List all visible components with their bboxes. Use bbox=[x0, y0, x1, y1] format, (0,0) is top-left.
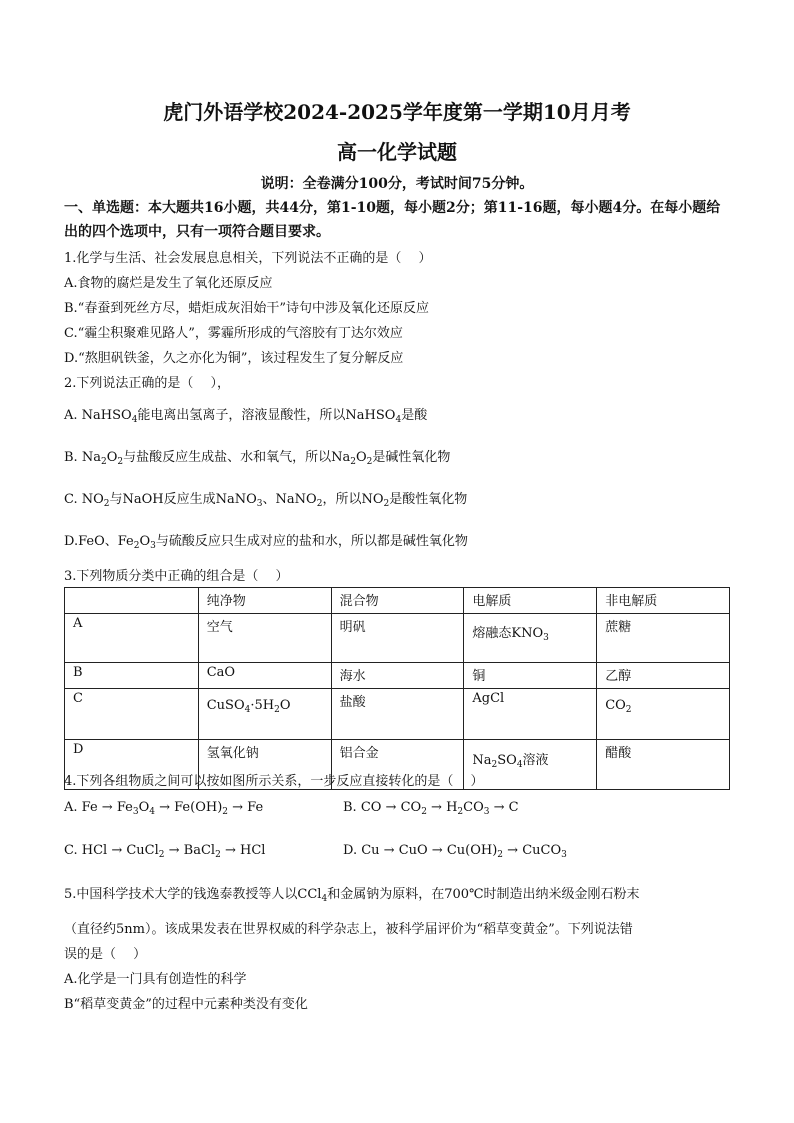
exam-title: 虎门外语学校2024-2025学年度第一学期10月月考 bbox=[163, 100, 631, 124]
table-cell: $CuSO_4\cdot 5H_2O$ bbox=[198, 689, 331, 740]
table-cell: 蔗糖 bbox=[597, 614, 730, 663]
table-cell: 盐酸 bbox=[331, 689, 464, 740]
q5-stem-line-2: （直径约5nm）。该成果发表在世界权威的科学杂志上，被科学届评价为“稻草变黄金”。下列说法错 bbox=[64, 922, 633, 937]
q5-stem-line-3: 误的是（ ） bbox=[64, 947, 147, 962]
q1-option-b: B.“春蚕到死丝方尽，蜡炬成灰泪始干”诗句中涉及氧化还原反应 bbox=[64, 301, 429, 316]
table-header-cell: 纯净物 bbox=[198, 588, 331, 614]
table-row bbox=[65, 663, 730, 689]
table-cell: 空气 bbox=[198, 614, 331, 663]
table-cell: 乙醇 bbox=[597, 663, 730, 689]
q1-option-a: A.食物的腐烂是发生了氧化还原反应 bbox=[64, 276, 273, 291]
table-row bbox=[65, 689, 730, 740]
exam-subtitle: 高一化学试题 bbox=[337, 140, 457, 164]
table-cell: B bbox=[65, 663, 199, 689]
q4-option-c: C. HCl → CuCl$_2$ → BaCl$_2$ → HCl bbox=[64, 843, 266, 860]
q2-option-c: C. $NO_2$与NaOH反应生成NaNO$_3$、NaNO$_2$，所以$NO_2$是酸性氧化物 bbox=[64, 492, 468, 509]
table-cell: CaO bbox=[198, 663, 331, 689]
q3-stem: 3.下列物质分类中正确的组合是（ ） bbox=[64, 569, 289, 584]
q1-option-d: D.“熬胆矾铁釜，久之亦化为铜”，该过程发生了复分解反应 bbox=[64, 351, 404, 366]
q1-option-c: C.“霾尘积聚难见路人”，雾霾所形成的气溶胶有丁达尔效应 bbox=[64, 326, 403, 341]
table-header-row bbox=[65, 588, 730, 614]
q2-option-b: B. $Na_2O_2$与盐酸反应生成盐、水和氧气，所以$Na_2O_2$是碱性氧化物 bbox=[64, 450, 451, 467]
table-header-cell: 电解质 bbox=[464, 588, 597, 614]
q4-stem: 4.下列各组物质之间可以按如图所示关系，一步反应直接转化的是（ ） bbox=[64, 774, 484, 789]
q5-stem-line-1: 5.中国科学技术大学的钱逸泰教授等人以CCl$_4$和金属钠为原料，在700℃时制造出纳米级金刚石粉末 bbox=[64, 887, 640, 904]
q5-option-b: B“稻草变黄金”的过程中元素种类没有变化 bbox=[64, 997, 308, 1012]
table-cell: C bbox=[65, 689, 199, 740]
table-cell: $Na_2SO_4$溶液 bbox=[464, 740, 597, 790]
table-cell: 明矾 bbox=[331, 614, 464, 663]
table-cell: 铜 bbox=[464, 663, 597, 689]
table-cell: AgCl bbox=[464, 689, 597, 740]
table-header-cell bbox=[65, 588, 199, 614]
q2-option-d: D.FeO、$Fe_2O_3$与硫酸反应只生成对应的盐和水，所以都是碱性氧化物 bbox=[64, 534, 468, 551]
q1-stem: 1.化学与生活、社会发展息息相关，下列说法不正确的是（ ） bbox=[64, 251, 432, 266]
table-header-cell: 混合物 bbox=[331, 588, 464, 614]
table-header-cell: 非电解质 bbox=[597, 588, 730, 614]
q3-table bbox=[64, 587, 730, 790]
exam-note: 说明：全卷满分100分，考试时间75分钟。 bbox=[260, 176, 534, 192]
section-heading: 一、单选题：本大题共16小题，共44分，第1-10题，每小题2分；第11-16题，每小题4分。在每小题给出的四个选项中，只有一项符合题目要求。 bbox=[64, 200, 721, 240]
table-cell: $CO_2$ bbox=[597, 689, 730, 740]
table-cell: D bbox=[65, 740, 199, 790]
table-cell: 海水 bbox=[331, 663, 464, 689]
q4-option-b: B. CO → $CO_2 \to H_2CO_3 \to C$ bbox=[343, 800, 519, 817]
table-cell: A bbox=[65, 614, 199, 663]
q2-stem: 2.下列说法正确的是（ ）， bbox=[64, 376, 231, 391]
table-cell: 醋酸 bbox=[597, 740, 730, 790]
q5-option-a: A.化学是一门具有创造性的科学 bbox=[64, 972, 247, 987]
q4-option-d: D. Cu → CuO → $Cu(OH)_2$ → CuCO$_3$ bbox=[343, 843, 567, 860]
table-cell: 铝合金 bbox=[331, 740, 464, 790]
table-row bbox=[65, 614, 730, 663]
table-cell: 氢氧化钠 bbox=[198, 740, 331, 790]
table-cell: 熔融态$KNO_3$ bbox=[464, 614, 597, 663]
q2-option-a: A. NaHSO$_4$能电离出氢离子，溶液显酸性，所以NaHSO$_4$是酸 bbox=[64, 408, 428, 425]
q4-option-a: A. $Fe \to Fe_3O_4 \to Fe(OH)_2 \to Fe$ bbox=[64, 800, 264, 817]
